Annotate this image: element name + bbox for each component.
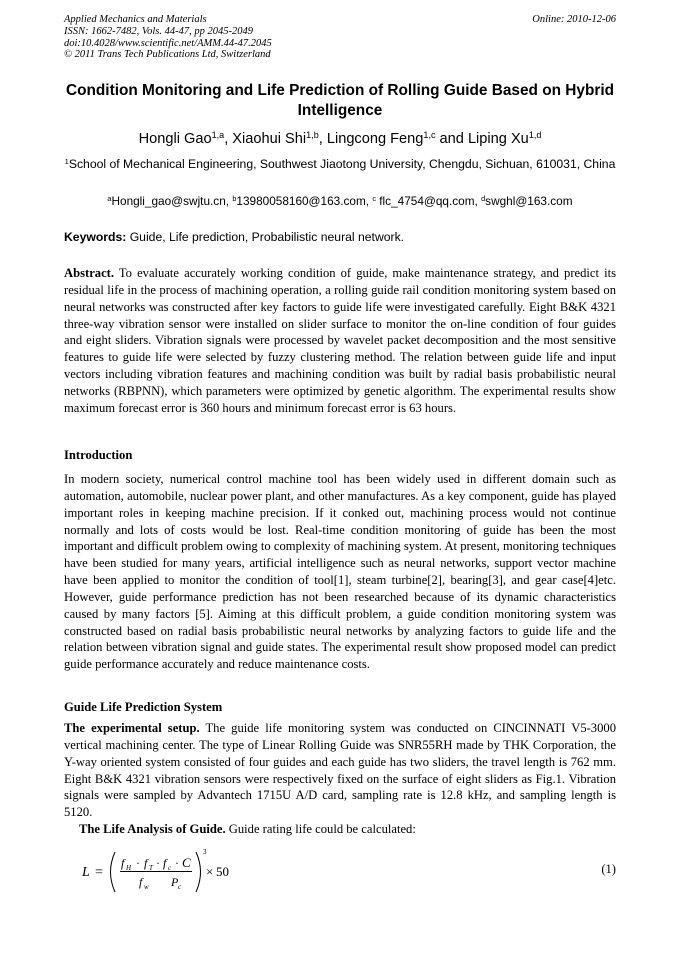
ft-subscript: T [149,864,153,872]
introduction-heading: Introduction [64,448,133,462]
author-name: Hongli Gao [138,131,212,147]
keywords [64,229,616,245]
paper-title: Condition Monitoring and Life Prediction of Rolling Guide Based on Hybrid Intelligence [65,82,615,119]
guide-life-heading: Guide Life Prediction System [64,700,223,714]
c-symbol: C [182,855,191,870]
email-address: Hongli_gao@swjtu.cn, [111,194,233,208]
ft-symbol: f [144,856,148,870]
author-affiliation-mark: 1,b [306,130,319,141]
dot-operator: · [175,856,179,870]
dot-operator: · [156,856,160,870]
copyright-line: © 2011 Trans Tech Publications Ltd, Switzerland [64,49,271,61]
author-list [64,130,616,148]
right-parenthesis [196,852,201,892]
fw-symbol: f [139,875,143,889]
fc-subscript: c [168,864,172,872]
author-affiliation-mark: 1,c [423,130,436,141]
issn-line: ISSN: 1662-7482, Vols. 44-47, pp 2045-2049 [64,25,253,37]
experimental-setup-paragraph [64,720,616,821]
author-name: , Xiaohui Shi [224,131,307,147]
fc-symbol: f [163,856,167,870]
times-operator: × [206,864,214,879]
doi-line: doi:10.4028/www.scientific.net/AMM.44-47.2045 [64,37,272,49]
author-emails [64,193,616,209]
life-equation-formula [82,846,282,894]
abstract-text: To evaluate accurately working condition of guide, make maintenance strategy, and predict its residual life in the process of machining operation, a rolling guide rail condition monitoring system based on neural networks was constructed after key factors to guide life were investigated carefully. Eight B&K 4321 three-way vibration sensor were installed on slider surface to monitor the on-line condition of four guides and eight sliders. Vibration signals were processed by wavelet packet decomposition and the most sensitive features to guide life were selected by fuzzy clustering method. The relation between guide life and input vectors including vibration features and machining condition was built by radial basis probabilistic neural networks (RBPNN), which parameters were optimized by genetic algorithm. The experimental results show maximum forecast error is 360 hours and minimum forecast error is 63 hours. [64,266,616,415]
fh-subscript: H [126,864,132,872]
fw-subscript: w [144,883,149,891]
abstract-label: Abstract. [64,266,115,280]
life-analysis-text: Guide rating life could be calculated: [225,822,416,836]
abstract [64,265,616,417]
equation-lhs: L [82,865,90,880]
equation-equals: = [95,865,103,880]
email-address: swghl@163.com [485,194,573,208]
email-mark: c [372,193,376,203]
life-analysis-paragraph [79,821,616,838]
fh-symbol: f [121,856,125,870]
author-affiliation-mark: 1,a [211,130,225,141]
keywords-label: Keywords: [64,230,127,244]
email-mark: a [107,193,112,203]
email-mark: b [232,193,237,203]
author-name: , Lingcong Feng [318,131,424,147]
equation-1 [82,846,616,894]
equation-number: (1) [601,862,616,876]
email-mark: d [481,193,486,203]
left-parenthesis [111,852,116,892]
equation-exponent: 3 [203,848,207,856]
author-name: and Liping Xu [435,131,529,147]
equation-factor: 50 [216,864,229,879]
experimental-setup-label: The experimental setup. [64,721,200,735]
author-affiliation-mark: 1,d [528,130,542,141]
pc-subscript: c [178,883,182,891]
affiliation-text: School of Mechanical Engineering, Southwest Jiaotong University, Chengdu, Sichuan, 610031, China [68,157,616,171]
email-address: 13980058160@163.com, [236,194,373,208]
pc-symbol: P [171,875,179,889]
keywords-text: Guide, Life prediction, Probabilistic neural network. [126,230,405,244]
dot-operator: · [136,856,140,870]
journal-name: Applied Mechanics and Materials [64,14,207,25]
introduction-text: In modern society, numerical control machine tool has been widely used in different domain such as automation, automobile, nuclear power plant, and other manufactures. As a key component, guide has played important roles in keeping machine precision. If it conked out, machining process would not continue normally and lots of costs would be lost. Real-time condition monitoring of guide has been the most important and difficult problem owing to complexity of machining system. At present, monitoring techniques have been studied for many years, artificial intelligence such as neural networks, support vector machine have been applied to monitor the condition of tool[1], steam turbine[2], bearing[3], and gear case[4]etc. However, guide performance prediction has not been researched because of its dynamic characteristics caused by many factors [5]. Aiming at this difficult problem, a guide condition monitoring system was constructed based on radial basis probabilistic neural networks by analyzing factors to guide life and the relation between vibration signal and guide states. The experimental result show proposed model can predict guide performance accurately and reduce maintenance costs. [64,472,616,672]
experimental-setup-text: The guide life monitoring system was conducted on CINCINNATI V5-3000 vertical machining center. The type of Linear Rolling Guide was SNR55RH made by THK Corporation, the Y-way oriented system consisted of four guides and each guide has two sliders, the travel length is 762 mm. Eight B&K 4321 vibration sensors were respectively fixed on the surface of eight sliders as Fig.1. Vibration signals were sampled by Advantech 1715U A/D card, sampling rate is 12.8 kHz, and sampling length is 5120. [64,721,616,820]
affiliation-mark: 1 [64,156,69,166]
email-address: flc_4754@qq.com, [376,194,482,208]
online-date: Online: 2010-12-06 [532,14,616,25]
affiliation [64,156,616,172]
life-analysis-label: The Life Analysis of Guide. [79,822,226,836]
journal-header [64,14,616,61]
